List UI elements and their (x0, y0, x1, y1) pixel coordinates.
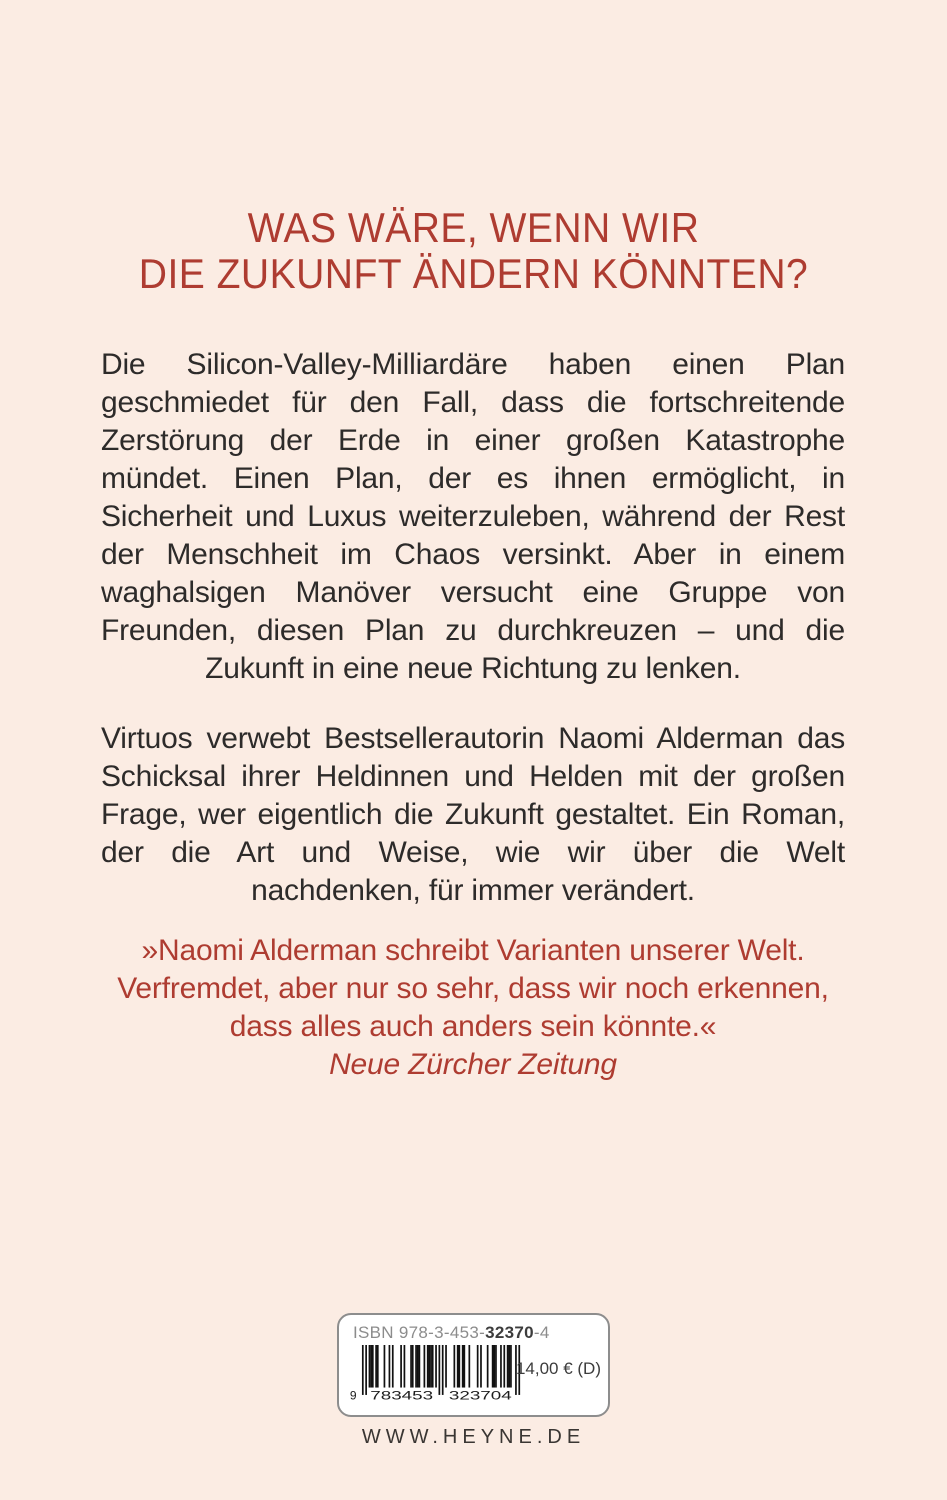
price-label: 14,00 € (D) (515, 1359, 601, 1378)
tagline-line2: DIE ZUKUNFT ÄNDERN KÖNNTEN? (138, 250, 809, 297)
isbn-label-prefix: ISBN 978-3-453- (353, 1323, 486, 1342)
synopsis-paragraph-1: Die Silicon-Valley-Milliardäre haben einen Plan geschmiedet für den Fall, dass die fortschreitende Zerstörung der Erde in einer großen Katastrophe mündet. Einen Plan, der es ihnen ermöglicht, in Sicherheit und Luxus weiterzuleben, während der Rest der Menschheit im Chaos versinkt. Aber in einem waghalsigen Manöver versucht eine Gruppe von Freunden, diesen Plan zu durchkreuzen – und die Zukunft in eine neue Richtung zu lenken. (101, 348, 845, 685)
barcode-digit-group2: 323704 (448, 1388, 513, 1403)
press-quote-text: »Naomi Alderman schreibt Varianten unserer Welt. Verfremdet, aber nur so sehr, dass wir noch erkennen, dass alles auch anders sein könnte.« (117, 934, 829, 1043)
press-quote-source: Neue Zürcher Zeitung (329, 1048, 617, 1081)
barcode-digit-lead: 9 (349, 1388, 357, 1403)
isbn-barcode-panel (337, 1313, 610, 1417)
tagline (33, 205, 914, 297)
isbn-label (353, 1323, 550, 1343)
publisher-website: WWW.HEYNE.DE (361, 1426, 586, 1448)
isbn-label-suffix: -4 (533, 1323, 550, 1342)
isbn-label-bold-part: 32370 (485, 1323, 534, 1342)
ean13-barcode-icon (349, 1345, 521, 1403)
press-quote (101, 932, 845, 1084)
barcode-bars (362, 1345, 520, 1395)
barcode-digit-group1: 783453 (370, 1388, 434, 1403)
synopsis-paragraph-2: Virtuos verwebt Bestsellerautorin Naomi Alderman das Schicksal ihrer Heldinnen und Helden mit der großen Frage, wer eigentlich die Zukunft gestaltet. Ein Roman, der die Art und Weise, wie wir über die Welt nachdenken, für immer verändert. (101, 722, 845, 907)
tagline-line1: WAS WÄRE, WENN WIR (247, 204, 700, 251)
